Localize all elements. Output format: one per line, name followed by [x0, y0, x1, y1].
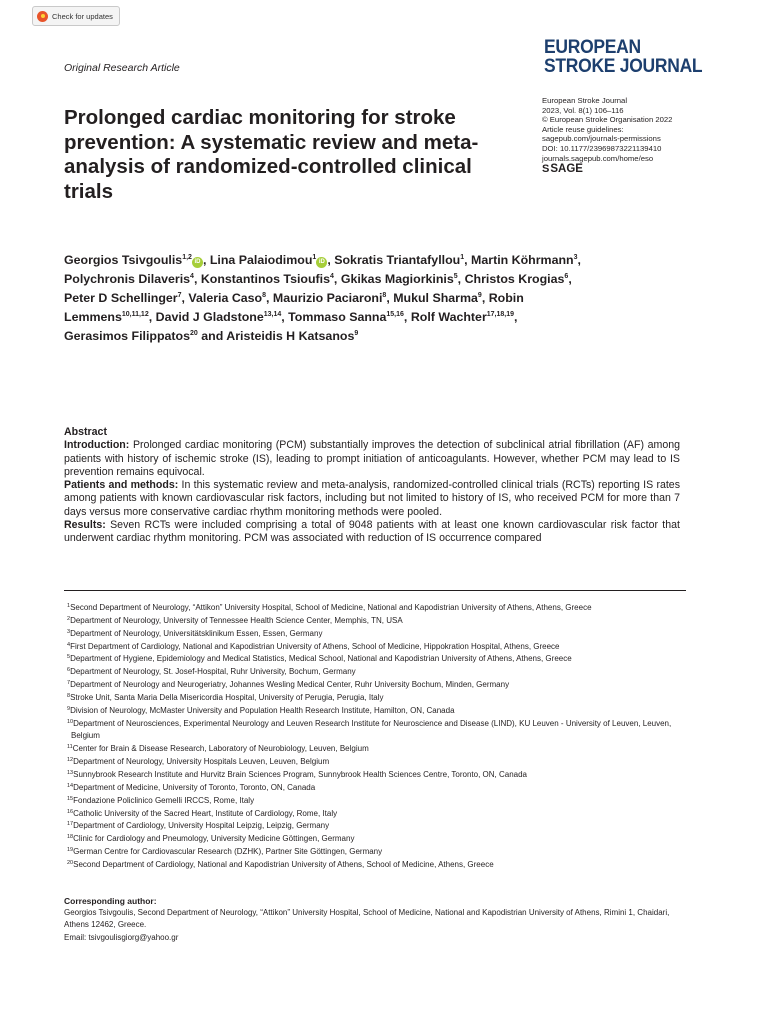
publisher-name: SAGE	[550, 163, 583, 176]
author	[288, 310, 411, 324]
author	[201, 272, 341, 286]
affiliation-item	[64, 615, 684, 628]
divider	[64, 590, 686, 591]
author-affiliation-marker: 9	[354, 330, 359, 338]
orcid-icon[interactable]: iD	[192, 257, 203, 268]
author-separator: ,	[514, 310, 518, 325]
affiliation-item	[64, 808, 684, 821]
check-for-updates-badge[interactable]	[32, 6, 120, 26]
author-name: Konstantinos Tsioufis	[200, 272, 331, 287]
section-label: Introduction:	[64, 439, 130, 452]
affiliation-item	[64, 833, 684, 846]
affiliation-number: 12	[67, 757, 74, 764]
author	[393, 291, 489, 305]
author	[64, 291, 188, 305]
author	[210, 253, 334, 267]
affiliation-text: Sunnybrook Research Institute and Hurvitz Brain Sciences Program, Sunnybrook Health Sciences Centre, Toronto, ON, Canada	[73, 769, 527, 779]
affiliation-text: Second Department of Cardiology, National and Kapodistrian University of Athens, School of Medicine, Athens, Greece	[73, 859, 494, 869]
affiliation-item	[64, 641, 684, 654]
author-affiliation-marker: 1,2	[182, 254, 192, 261]
logo-line-2: STROKE JOURNAL	[544, 56, 703, 77]
author-name: Gkikas Magiorkinis	[340, 272, 454, 287]
affiliation-number: 8	[67, 692, 71, 699]
corresponding-email[interactable]: Email: tsivgoulisgiorg@yahoo.gr	[64, 932, 179, 942]
affiliation-number: 6	[67, 667, 71, 674]
section-label: Results:	[64, 519, 106, 532]
author	[201, 329, 358, 343]
author-name: Tommaso Sanna	[288, 310, 387, 325]
journal-info	[542, 96, 672, 175]
author-name: Lina Palaiodimou	[209, 253, 313, 267]
affiliation-text: Fondazione Policlinico Gemelli IRCCS, Rome, Italy	[73, 795, 255, 805]
author-separator: ,	[327, 253, 335, 267]
section-text: Prolonged cardiac monitoring (PCM) substantially improves the detection of subclinical atrial fibrillation (AF) among patients with history of ischemic stroke (IS), leading to prompt initiation of anticoagulants. However, whether PCM may lead to IS prevention remains equivocal.	[64, 439, 680, 478]
affiliation-number: 5	[67, 654, 71, 661]
journal-logo	[544, 37, 703, 77]
author-affiliation-marker: 15,16	[386, 311, 404, 319]
crossmark-icon	[37, 11, 48, 22]
author-affiliation-marker: 6	[564, 273, 569, 281]
affiliation-item	[64, 769, 684, 782]
abstract	[64, 426, 680, 546]
affiliation-text: Department of Neurology and Neurogeriatry, Johannes Wesling Medical Center, Ruhr University Bochum, Minden, Germany	[70, 680, 510, 690]
author	[273, 291, 393, 305]
author-separator: ,	[281, 310, 289, 325]
affiliation-text: Department of Cardiology, University Hospital Leipzig, Leipzig, Germany	[73, 821, 330, 831]
author-separator: ,	[577, 253, 581, 267]
article-title: Prolonged cardiac monitoring for stroke prevention: A systematic review and meta-analysis of randomized-controlled clinical trials	[64, 106, 479, 203]
author	[156, 310, 289, 324]
affiliation-number: 10	[67, 718, 74, 725]
author-affiliation-marker: 4	[330, 273, 334, 281]
affiliation-number: 18	[67, 834, 74, 841]
author-affiliation-marker: 13,14	[263, 311, 282, 319]
affiliation-number: 1	[67, 603, 71, 609]
author-name: Maurizio Paciaroni	[272, 291, 383, 306]
author-name: Christos Krogias	[464, 272, 565, 287]
author-separator: ,	[333, 272, 341, 287]
author-separator: ,	[202, 253, 210, 267]
author-name: Mukul Sharma	[393, 291, 478, 306]
article-type: Original Research Article	[64, 62, 180, 74]
affiliation-item	[64, 743, 684, 756]
author	[411, 310, 518, 324]
journal-volume: 2023, Vol. 8(1) 106–116	[542, 105, 624, 115]
author-name: David J Gladstone	[155, 310, 264, 325]
author	[64, 253, 210, 267]
affiliation-item	[64, 756, 684, 769]
permissions-link[interactable]: sagepub.com/journals-permissions	[542, 134, 661, 144]
affiliation-text: German Centre for Cardiovascular Research (DZHK), Partner Site Göttingen, Germany	[73, 847, 383, 857]
author	[471, 253, 581, 267]
author-name: Georgios Tsivgoulis	[64, 253, 183, 267]
abstract-introduction	[64, 439, 680, 479]
affiliation-number: 9	[67, 705, 71, 712]
affiliation-number: 7	[67, 680, 71, 687]
affiliation-text: Department of Neurosciences, Experimental Neurology and Leuven Research Institute for Neuroscience and Disease (LIND), KU Leuven - University of Leuven, Leuven, Belgium	[71, 718, 672, 741]
author-separator: ,	[481, 291, 489, 306]
affiliation-text: Department of Medicine, University of Toronto, Toronto, ON, Canada	[73, 782, 316, 792]
author-separator: ,	[266, 291, 273, 306]
author-separator: ,	[193, 272, 201, 287]
affiliation-text: Department of Neurology, Universitätsklinikum Essen, Essen, Germany	[70, 628, 323, 638]
author-name: Peter D Schellinger	[64, 291, 178, 306]
logo-line-1: EUROPEAN	[544, 37, 641, 58]
affiliation-number: 14	[67, 782, 74, 789]
author-name: Rolf Wachter	[410, 310, 487, 325]
author-name: Martin Köhrmann	[471, 253, 574, 267]
affiliations	[64, 602, 684, 872]
author-name: Polychronis Dilaveris	[64, 272, 191, 287]
section-text: In this systematic review and meta-analysis, randomized-controlled clinical trials (RCTs) reporting IS rates among patients with known cardiovascular risk factors, including but not limited to history of IS, who received PCM for more than 7 days versus more conservative cardiac rhythm monitoring methods were pooled.	[64, 479, 681, 518]
affiliation-number: 17	[67, 821, 74, 828]
author-affiliation-marker: 5	[453, 273, 458, 281]
affiliation-number: 20	[67, 859, 74, 866]
affiliation-text: Department of Neurology, University Hospitals Leuven, Leuven, Belgium	[73, 757, 330, 767]
reuse-guidelines-label: Article reuse guidelines:	[542, 124, 624, 134]
publisher-logo	[542, 165, 672, 175]
affiliation-item	[64, 718, 684, 744]
affiliation-number: 2	[67, 615, 71, 622]
author	[64, 272, 201, 286]
author-affiliation-marker: 7	[177, 292, 182, 300]
author	[341, 272, 465, 286]
author-name: Sokratis Triantafyllou	[334, 253, 461, 267]
author	[64, 329, 201, 343]
author	[465, 272, 572, 286]
affiliation-item	[64, 679, 684, 692]
affiliation-item	[64, 666, 684, 679]
corresponding-author	[64, 895, 684, 944]
author-separator: ,	[457, 272, 465, 287]
affiliation-number: 4	[67, 641, 71, 648]
affiliation-item	[64, 653, 684, 666]
affiliation-item	[64, 602, 684, 615]
affiliation-text: First Department of Cardiology, National and Kapodistrian University of Athens, School of Medicine, Hippokration Hospital, Athens, Greece	[70, 641, 560, 651]
author-affiliation-marker: 17,18,19	[486, 311, 515, 319]
affiliation-text: Second Department of Neurology, “Attikon” University Hospital, School of Medicine, National and Kapodistrian University of Athens, Athens, Greece	[70, 603, 592, 612]
author-affiliation-marker: 8	[262, 292, 267, 300]
author-name: Robin Lemmens	[64, 291, 524, 325]
corresponding-heading: Corresponding author:	[64, 896, 157, 906]
author-affiliation-marker: 1	[312, 254, 317, 261]
affiliation-text: Catholic University of the Sacred Heart, Institute of Cardiology, Rome, Italy	[73, 808, 338, 818]
journal-homepage-link[interactable]: journals.sagepub.com/home/eso	[542, 153, 654, 163]
author-affiliation-marker: 20	[190, 330, 198, 338]
abstract-methods	[64, 479, 680, 519]
affiliation-number: 15	[67, 795, 74, 802]
author-affiliation-marker: 1	[460, 254, 465, 261]
author-separator: ,	[403, 310, 411, 325]
affiliation-text: Department of Hygiene, Epidemiology and Medical Statistics, Medical School, National and Kapodistrian University of Athens, Athens, Greece	[70, 654, 572, 664]
affiliation-text: Stroke Unit, Santa Maria Della Misericordia Hospital, University of Perugia, Perugia, Italy	[70, 692, 384, 702]
affiliation-item	[64, 859, 684, 872]
author	[334, 253, 471, 267]
affiliation-text: Center for Brain & Disease Research, Laboratory of Neurobiology, Leuven, Belgium	[72, 744, 369, 754]
affiliation-text: Department of Neurology, University of Tennessee Health Science Center, Memphis, TN, USA	[70, 615, 403, 625]
affiliation-item	[64, 692, 684, 705]
check-for-updates-label: Check for updates	[52, 11, 113, 21]
author-list	[64, 251, 584, 346]
sage-icon: S	[542, 163, 550, 176]
author-affiliation-marker: 10,11,12	[121, 311, 149, 319]
author	[188, 291, 273, 305]
affiliation-number: 13	[67, 769, 74, 776]
affiliation-item	[64, 820, 684, 833]
author-affiliation-marker: 3	[573, 254, 578, 261]
doi-link[interactable]: DOI: 10.1177/23969873221139410	[542, 143, 662, 153]
affiliation-number: 3	[67, 628, 71, 635]
author-separator: ,	[568, 272, 572, 287]
journal-name: European Stroke Journal	[542, 96, 628, 105]
author-separator: ,	[148, 310, 156, 325]
affiliation-item	[64, 628, 684, 641]
author-affiliation-marker: 9	[477, 292, 482, 300]
author-name: Gerasimos Filippatos	[64, 329, 191, 344]
affiliation-item	[64, 782, 684, 795]
affiliation-item	[64, 846, 684, 859]
author-name: Valeria Caso	[188, 291, 263, 306]
affiliation-number: 19	[67, 847, 74, 854]
affiliation-number: 11	[67, 744, 73, 751]
corresponding-address: Georgios Tsivgoulis, Second Department of Neurology, “Attikon” University Hospital, School of Medicine, National and Kapodistrian University of Athens, Rimini 1, Chaidari, Athens 12462, Greece.	[64, 908, 670, 930]
abstract-results	[64, 519, 680, 546]
affiliation-item	[64, 795, 684, 808]
affiliation-item	[64, 705, 684, 718]
affiliation-text: Division of Neurology, McMaster University and Population Health Research Institute, Hamilton, ON, Canada	[70, 705, 455, 715]
orcid-icon[interactable]: iD	[316, 257, 327, 268]
affiliation-text: Department of Neurology, St. Josef-Hospital, Ruhr University, Bochum, Germany	[70, 667, 356, 677]
author-separator: ,	[464, 253, 472, 267]
author-name: and Aristeidis H Katsanos	[201, 329, 355, 344]
author-separator: ,	[386, 291, 394, 306]
author-separator: ,	[181, 291, 189, 306]
affiliation-text: Clinic for Cardiology and Pneumology, University Medicine Göttingen, Germany	[73, 834, 355, 844]
section-text: Seven RCTs were included comprising a total of 9048 patients with at least one known cardiovascular risk factor that underwent cardiac rhythm monitoring. PCM was associated with reduction of IS occurrence compared	[64, 519, 680, 545]
affiliation-number: 16	[67, 808, 74, 815]
abstract-heading: Abstract	[64, 426, 107, 438]
section-label: Patients and methods:	[64, 479, 179, 492]
journal-copyright: © European Stroke Organisation 2022	[542, 115, 673, 125]
author-affiliation-marker: 4	[190, 273, 194, 281]
author-affiliation-marker: 8	[382, 292, 387, 300]
